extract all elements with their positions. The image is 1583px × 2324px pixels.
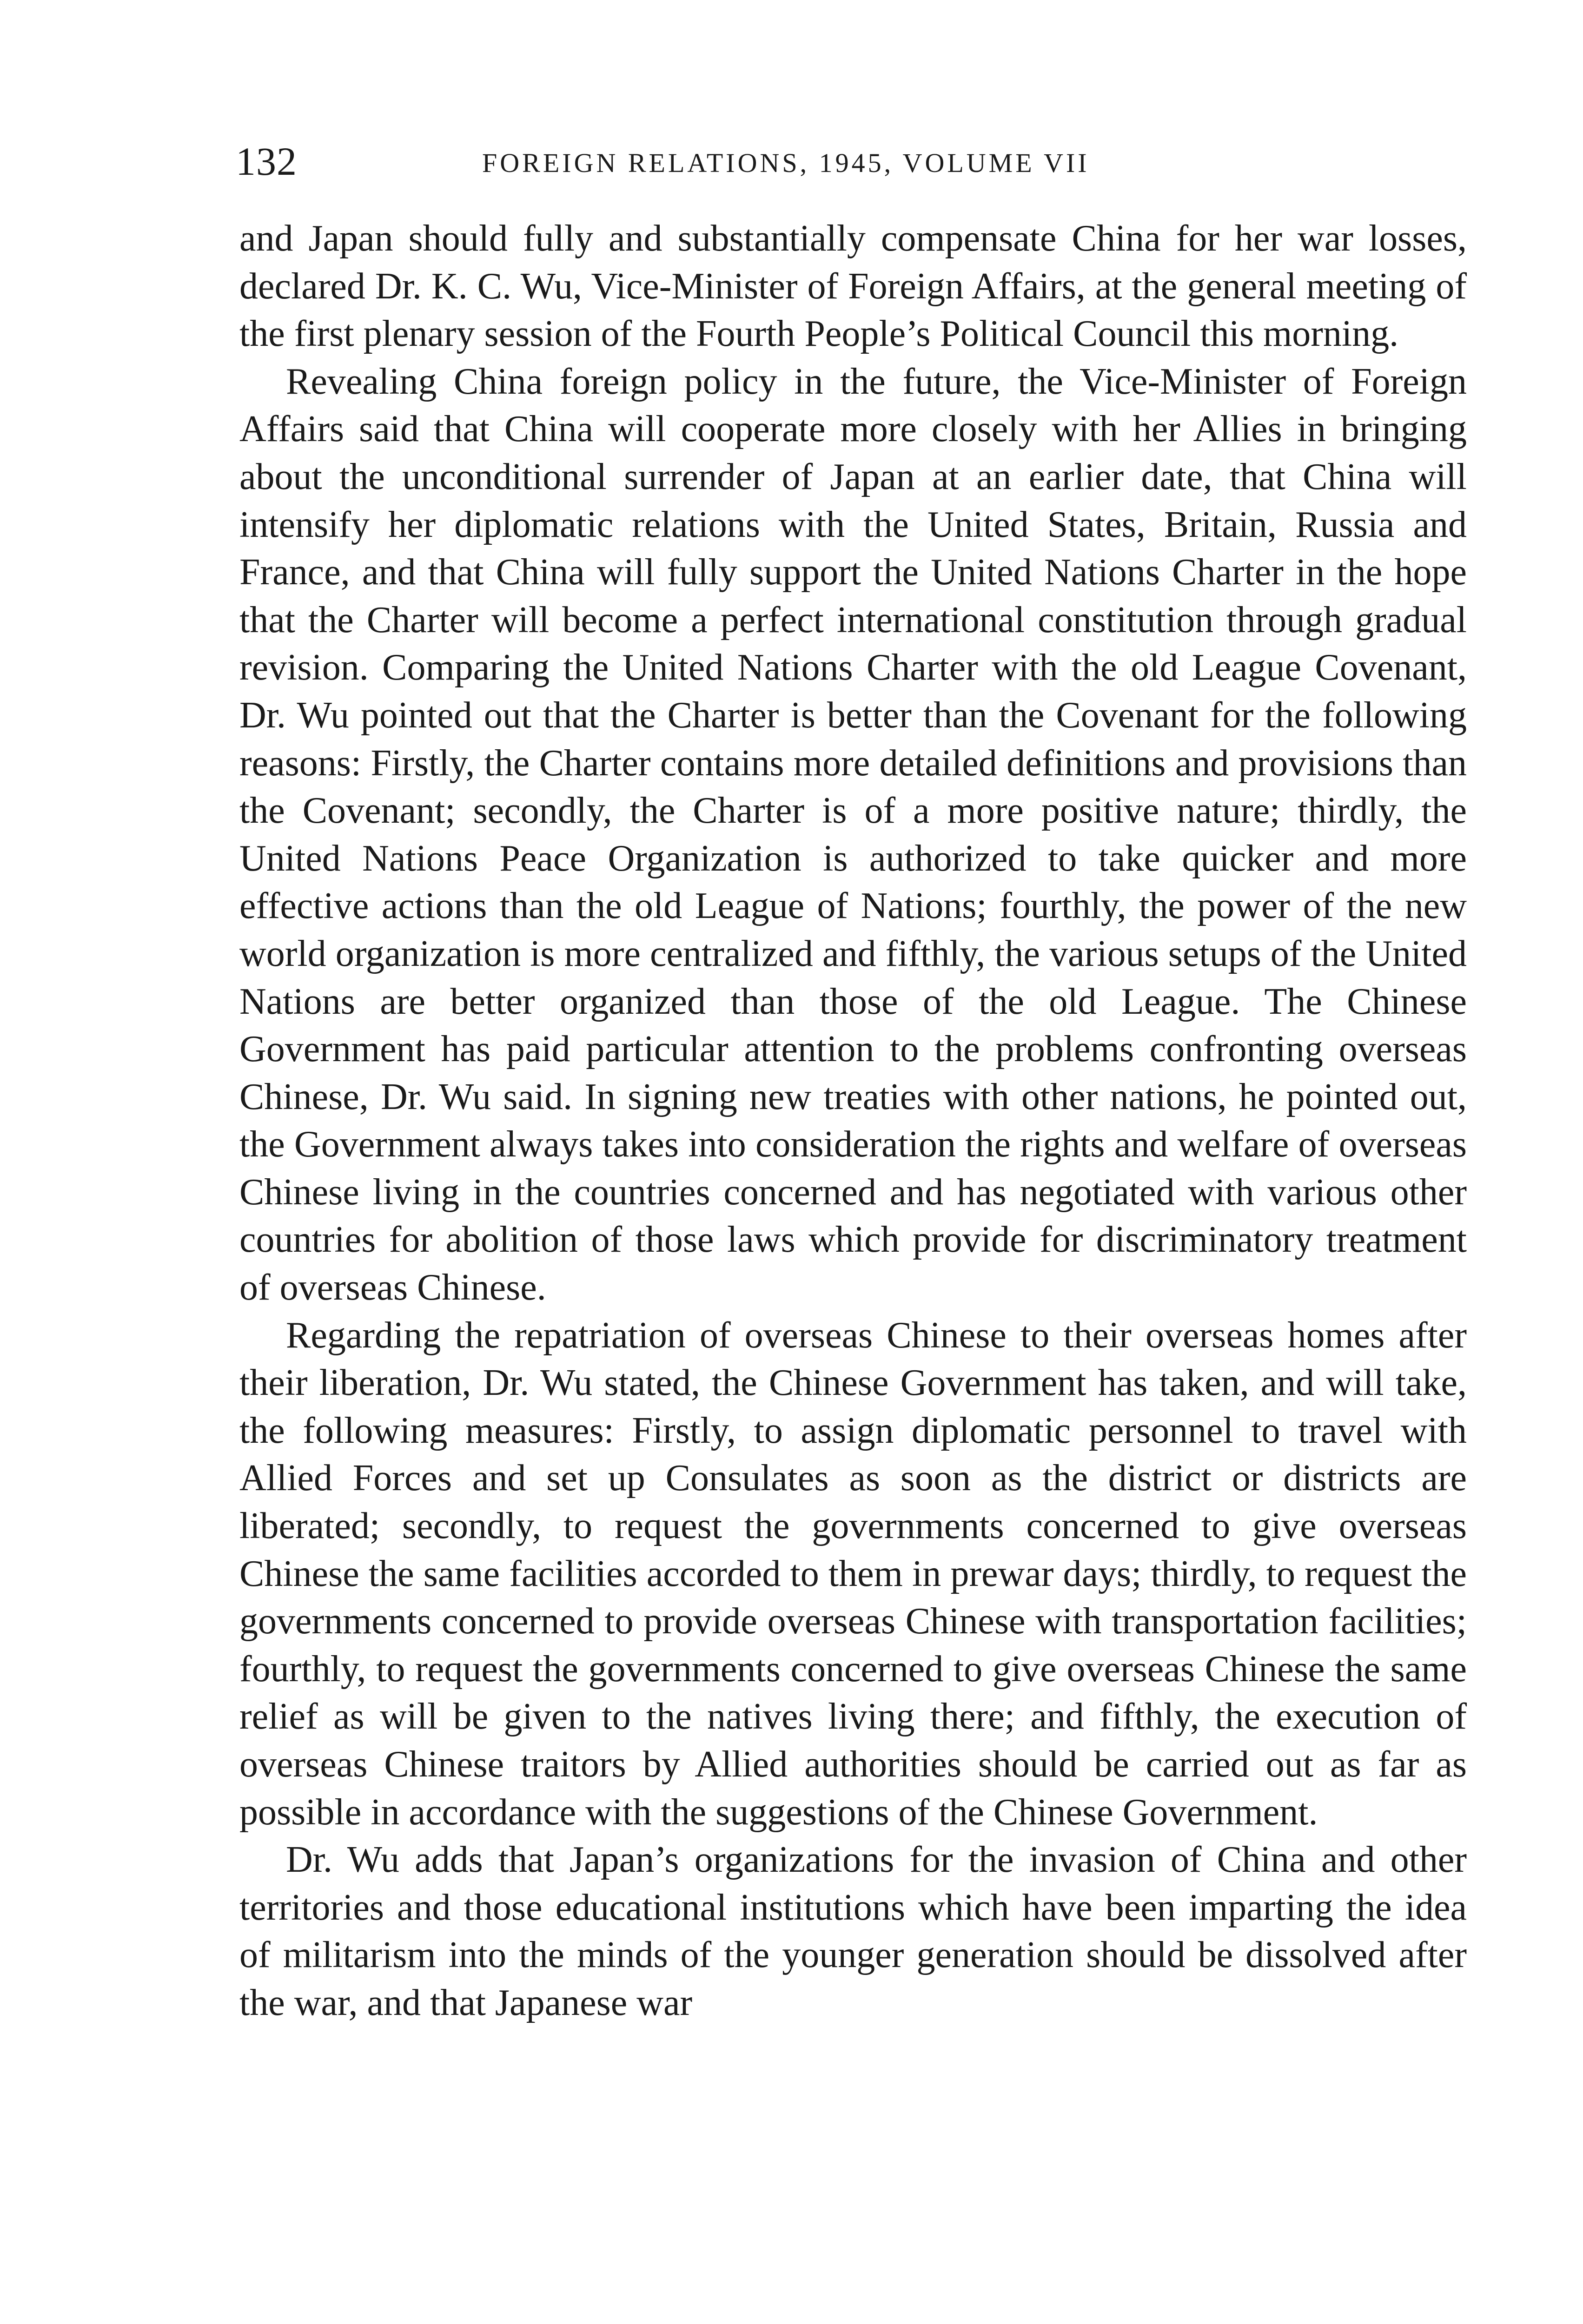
running-title: FOREIGN RELATIONS, 1945, VOLUME VII	[482, 148, 1090, 178]
paragraph-continuation: and Japan should fully and substantially compensate China for her war losses, declared Dr. K. C. Wu, Vice-Minister of Foreign Affairs, at the general meeting of the first plenary session of the Fourth People’s Political Council this morning.	[239, 218, 1467, 355]
body-text	[239, 215, 1467, 2027]
paragraph-japan-organizations: Dr. Wu adds that Japan’s organizations for the invasion of China and other territories and those educational institutions which have been imparting the idea of militarism into the minds of the younger generation should be dissolved after the war, and that Japanese war	[239, 1839, 1467, 2023]
paragraph-foreign-policy: Revealing China foreign policy in the future, the Vice-Minister of Foreign Affairs said that China will cooperate more closely with her Allies in bringing about the unconditional surrender of Japan at an earlier date, that China will intensify her diplomatic relations with the United States, Britain, Russia and France, and that China will fully support the United Nations Charter in the hope that the Charter will become a perfect international constitution through gradual revision. Comparing the United Nations Charter with the old League Covenant, Dr. Wu pointed out that the Charter is better than the Covenant for the following reasons: Firstly, the Charter contains more detailed definitions and provisions than the Covenant; secondly, the Charter is of a more positive nature; thirdly, the United Nations Peace Organization is authorized to take quicker and more effective actions than the old League of Nations; fourthly, the power of the new world organization is more centralized and fifthly, the various setups of the United Nations are better organized than those of the old League. The Chinese Government has paid particular attention to the problems confronting overseas Chinese, Dr. Wu said. In signing new treaties with other nations, he pointed out, the Government always takes into consideration the rights and welfare of overseas Chinese living in the countries concerned and has negotiated with various other countries for abolition of those laws which provide for discriminatory treatment of overseas Chinese.	[239, 361, 1467, 1308]
page-number: 132	[236, 139, 297, 184]
running-head	[236, 136, 1463, 187]
paragraph-repatriation: Regarding the repatriation of overseas Chinese to their overseas homes after their liberation, Dr. Wu stated, the Chinese Government has taken, and will take, the following measures: Firstly, to assign diplomatic personnel to travel with Allied Forces and set up Consulates as soon as the district or districts are liberated; secondly, to request the governments concerned to give overseas Chinese the same facilities accorded to them in prewar days; thirdly, to request the governments concerned to provide overseas Chinese with transportation facilities; fourthly, to request the governments concerned to give overseas Chinese the same relief as will be given to the natives living there; and fifthly, the execution of overseas Chinese traitors by Allied authorities should be carried out as far as possible in accordance with the suggestions of the Chinese Government.	[239, 1314, 1467, 1833]
